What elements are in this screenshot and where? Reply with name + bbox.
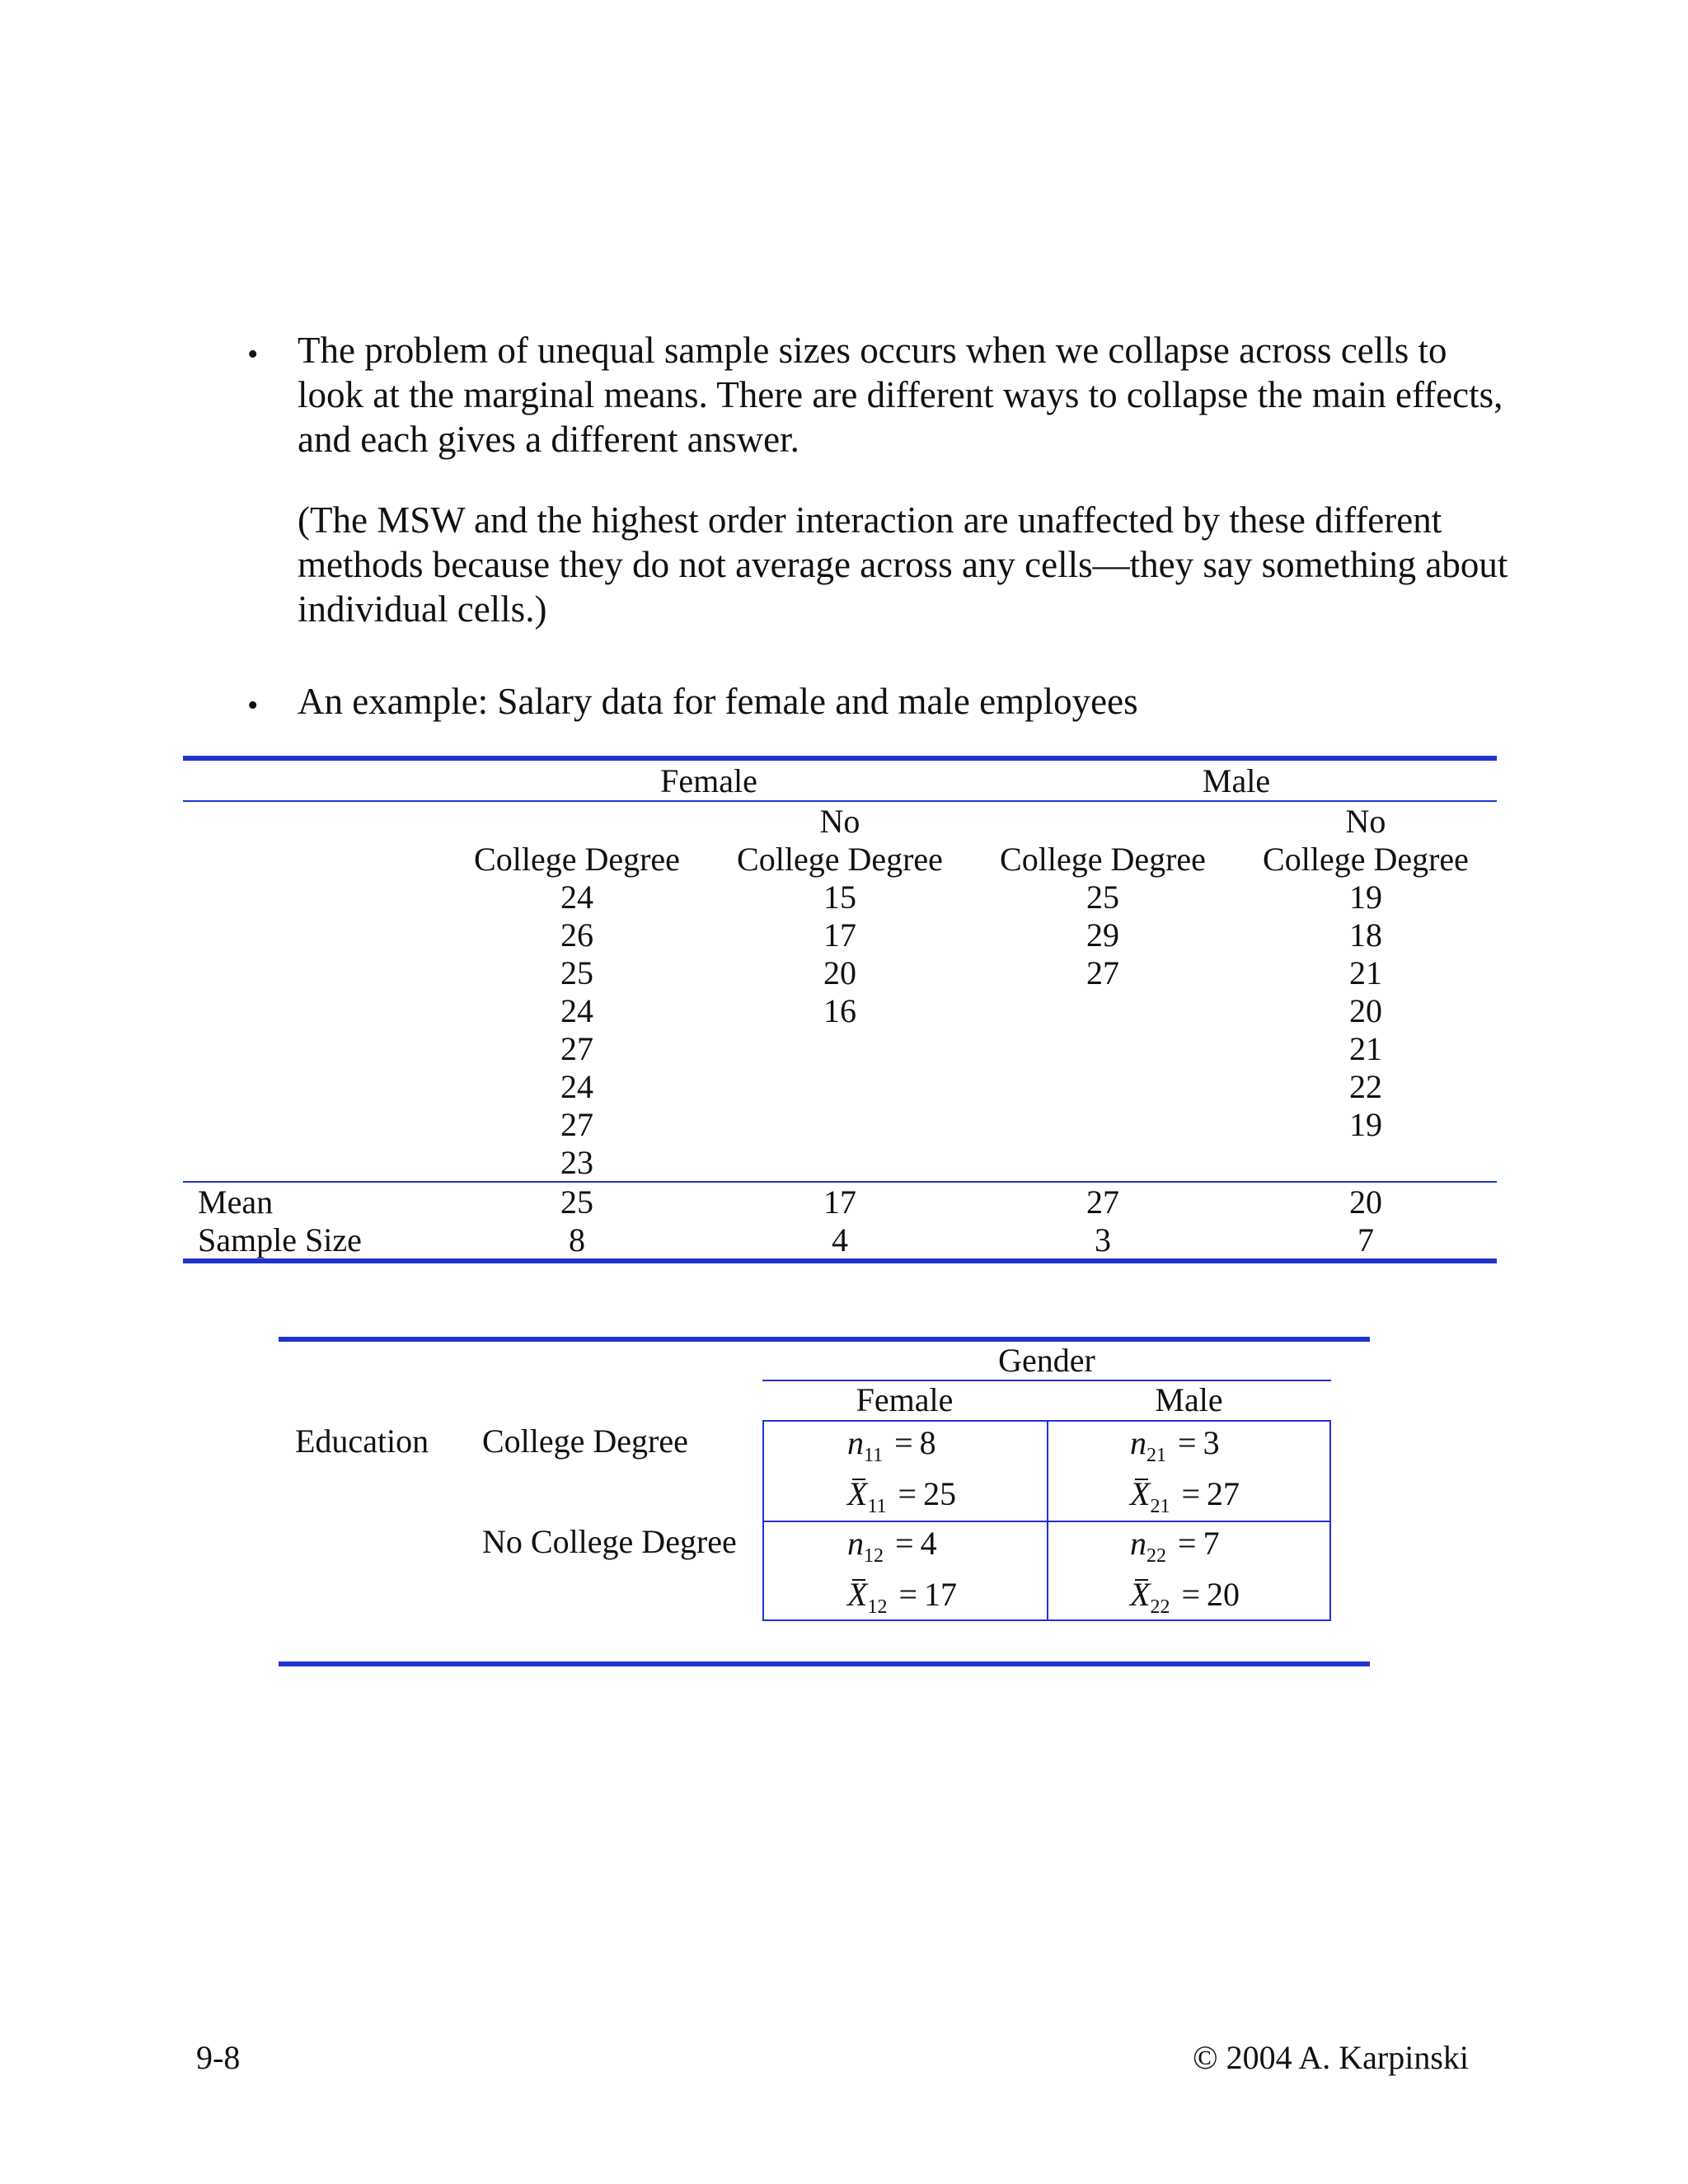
summary-value: 3 — [1095, 1221, 1111, 1258]
group-header-male: Male — [1202, 762, 1271, 799]
x-subscript: 22 — [1150, 1596, 1170, 1618]
column-header-line2: College Degree — [1000, 841, 1206, 878]
bullet-2: • — [247, 688, 259, 723]
row-level-no-college: No College Degree — [482, 1523, 737, 1560]
xbar-symbol: X — [847, 1576, 868, 1613]
summary-rule — [183, 1181, 1497, 1183]
summary-value: 8 — [569, 1221, 585, 1258]
data-cell: 27 — [1086, 954, 1119, 991]
data-cell: 19 — [1349, 879, 1382, 916]
mean-value: 17 — [924, 1576, 957, 1613]
bullet-1: • — [247, 337, 259, 372]
equals-sign: = — [894, 1424, 913, 1461]
group-header-rule — [183, 800, 1497, 802]
n-value: 7 — [1203, 1525, 1220, 1562]
data-cell: 21 — [1349, 954, 1382, 991]
design-bottom-rule — [279, 1661, 1370, 1666]
summary-value: 7 — [1357, 1221, 1374, 1258]
data-cell: 19 — [1349, 1106, 1382, 1143]
summary-value: 20 — [1349, 1183, 1382, 1221]
col-level-female: Female — [856, 1381, 954, 1418]
data-cell: 20 — [1349, 992, 1382, 1029]
data-cell: 26 — [560, 916, 593, 954]
equals-sign: = — [898, 1576, 917, 1613]
xbar-symbol: X — [1130, 1475, 1151, 1512]
n-symbol: n — [1130, 1424, 1146, 1461]
data-cell: 18 — [1349, 916, 1382, 954]
data-cell: 22 — [1349, 1068, 1382, 1105]
group-header-female: Female — [660, 762, 757, 799]
x-subscript: 12 — [867, 1596, 888, 1618]
table-bottom-rule — [183, 1258, 1497, 1263]
n-subscript: 12 — [864, 1545, 884, 1567]
data-cell: 23 — [560, 1144, 593, 1181]
column-header-line2: College Degree — [737, 841, 943, 878]
xbar-symbol: X — [847, 1475, 868, 1512]
n-symbol: n — [847, 1525, 864, 1562]
page-number: 9-8 — [196, 2039, 241, 2076]
mean-value: 20 — [1207, 1576, 1240, 1613]
data-cell: 16 — [823, 992, 856, 1029]
n-symbol: n — [1130, 1525, 1146, 1562]
n-symbol: n — [847, 1424, 864, 1461]
cell-mean — [847, 1475, 956, 1526]
table-top-rule — [183, 756, 1497, 761]
copyright: © 2004 A. Karpinski — [1193, 2039, 1469, 2076]
summary-value: 27 — [1086, 1183, 1119, 1221]
paragraph-example: An example: Salary data for female and male employees — [298, 681, 1138, 722]
paragraph-msw-note: (The MSW and the highest order interaction are unaffected by these different methods because they do not average across any cells—they say something about individual cells.) — [298, 499, 1508, 630]
cell-mean — [847, 1576, 957, 1626]
xbar-symbol: X — [1130, 1576, 1151, 1613]
column-header-line2: College Degree — [1263, 841, 1469, 878]
cell-mean — [1130, 1576, 1240, 1626]
equals-sign: = — [1181, 1475, 1200, 1512]
data-cell: 21 — [1349, 1030, 1382, 1067]
n-subscript: 21 — [1146, 1445, 1166, 1466]
data-cell: 27 — [560, 1106, 593, 1143]
cell-n — [847, 1424, 936, 1474]
cell-n — [847, 1525, 937, 1575]
data-cell: 24 — [560, 879, 593, 916]
equals-sign: = — [1178, 1525, 1197, 1562]
summary-value: 17 — [823, 1183, 856, 1221]
data-cell: 15 — [823, 879, 856, 916]
paragraph-unequal-sample-sizes: The problem of unequal sample sizes occurs when we collapse across cells to look at the marginal means. There are different ways to collapse the main effects, and each gives a different answer. — [298, 330, 1503, 460]
equals-sign: = — [1181, 1576, 1200, 1613]
summary-label: Sample Size — [198, 1221, 362, 1258]
row-level-college: College Degree — [482, 1422, 688, 1460]
column-header-line1: No — [1345, 803, 1386, 840]
x-subscript: 21 — [1150, 1496, 1170, 1517]
column-header-line2: College Degree — [474, 841, 680, 878]
column-header-line1: No — [819, 803, 860, 840]
n-value: 3 — [1203, 1424, 1220, 1461]
education-label: Education — [295, 1422, 429, 1460]
summary-value: 25 — [560, 1183, 593, 1221]
gender-header: Gender — [998, 1342, 1095, 1379]
data-cell: 17 — [823, 916, 856, 954]
col-level-male: Male — [1155, 1381, 1223, 1418]
data-cell: 25 — [1086, 879, 1119, 916]
x-subscript: 11 — [867, 1496, 887, 1517]
cell-n — [1130, 1525, 1220, 1575]
n-subscript: 22 — [1146, 1545, 1166, 1567]
data-cell: 24 — [560, 992, 593, 1029]
mean-value: 25 — [923, 1475, 957, 1512]
mean-value: 27 — [1207, 1475, 1240, 1512]
data-cell: 24 — [560, 1068, 593, 1105]
data-cell: 25 — [560, 954, 593, 991]
data-cell: 20 — [823, 954, 856, 991]
equals-sign: = — [895, 1525, 914, 1562]
equals-sign: = — [1178, 1424, 1197, 1461]
n-value: 4 — [920, 1525, 937, 1562]
summary-label: Mean — [198, 1183, 274, 1221]
data-cell: 29 — [1086, 916, 1119, 954]
n-value: 8 — [919, 1424, 936, 1461]
summary-value: 4 — [832, 1221, 848, 1258]
equals-sign: = — [898, 1475, 917, 1512]
cell-n — [1130, 1424, 1220, 1474]
data-cell: 27 — [560, 1030, 593, 1067]
cell-mean — [1130, 1475, 1240, 1526]
n-subscript: 11 — [864, 1445, 884, 1466]
